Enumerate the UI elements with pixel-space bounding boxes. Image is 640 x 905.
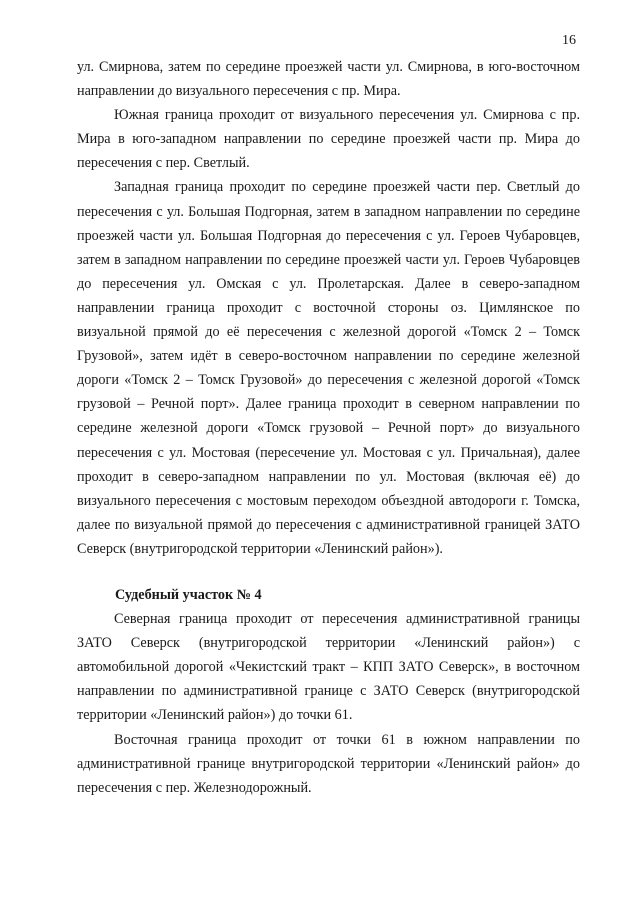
page-content xyxy=(77,55,580,800)
paragraph-southern-border: Южная граница проходит от визуального пересечения ул. Смирнова с пр. Мира в юго-западном направлении по середине проезжей части пр. Мира до пересечения с пер. Светлый. xyxy=(77,107,580,172)
paragraph-northern-border: Северная граница проходит от пересечения административной границы ЗАТО Северск (внутригородской территории «Ленинский район») с автомобильной дорогой «Чекистский тракт – КПП ЗАТО Северск», в восточном направлении по административной границе с ЗАТО Северск (внутригородской территории «Ленинский район») до точки 61. xyxy=(77,611,580,724)
section-heading: Судебный участок № 4 xyxy=(115,586,262,603)
paragraph-continuation: ул. Смирнова, затем по середине проезжей части ул. Смирнова, в юго-восточном направлении до визуального пересечения с пр. Мира. xyxy=(77,59,580,100)
paragraph-eastern-border: Восточная граница проходит от точки 61 в южном направлении по административной границе внутригородской территории «Ленинский район» до пересечения с пер. Железнодорожный. xyxy=(77,731,580,796)
page-number: 16 xyxy=(562,33,576,48)
paragraph-western-border: Западная граница проходит по середине проезжей части пер. Светлый до пересечения с ул. Большая Подгорная, затем в западном направлении по середине проезжей части ул. Большая Подгорная до пересечения с ул. Героев Чубаровцев, затем в западном направлении по середине проезжей части ул. Героев Чубаровцев до пересечения ул. Омская с ул. Пролетарская. Далее в северо-западном направлении граница проходит с восточной стороны оз. Цимлянское по визуальной прямой до её пересечения с железной дорогой «Томск 2 – Томск Грузовой», затем идёт в северо-восточном направлении по середине железной дороги «Томск 2 – Томск Грузовой» до пересечения с железной дорогой «Томск грузовой – Речной порт». Далее граница проходит в северном направлении по середине железной дороги «Томск грузовой – Речной порт» до визуального пересечения с ул. Мостовая (пересечение ул. Мостовая с ул. Причальная), далее проходит в северо-западном направлении по ул. Мостовая (включая её) до визуального пересечения с мостовым переходом объездной автодороги г. Томска, далее по визуальной прямой до пересечения с административной границей ЗАТО Северск (внутригородской территории «Ленинский район»). xyxy=(77,179,580,557)
